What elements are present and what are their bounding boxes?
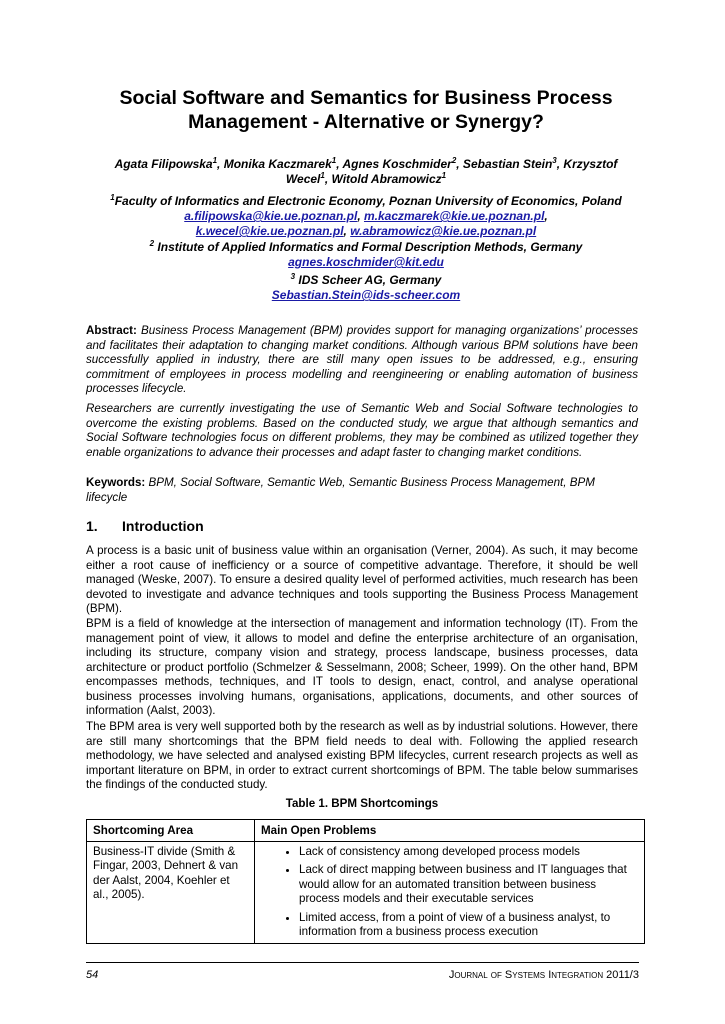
author-name: , Sebastian Stein xyxy=(456,157,553,171)
table-row xyxy=(87,841,645,943)
author-name: , Witold Abramowicz xyxy=(324,172,442,186)
body-paragraph-1: A process is a basic unit of business value within an organisation (Verner, 2004). As such, it may become either a root cause of inefficiency or a source of competitive advantage. Therefore, it should be well managed (Weske, 2007). To ensure a desired quality level of performed activities, much research has been devoted to investigate and advance techniques and tools supporting the Business Process Management (BPM). xyxy=(86,544,638,615)
email-link[interactable]: m.kaczmarek@kie.ue.poznan.pl xyxy=(363,209,545,223)
affiliation-name: Faculty of Informatics and Electronic Economy, Poznan University of Economics, Poland xyxy=(114,194,622,208)
keywords xyxy=(86,476,638,505)
section-heading xyxy=(86,518,204,534)
keywords-value: BPM, Social Software, Semantic Web, Semantic Business Process Management, BPM lifecycle xyxy=(86,476,595,504)
title-line-1: Social Software and Semantics for Business Process xyxy=(119,87,613,109)
footer-divider xyxy=(86,962,639,963)
author-name: , Monika Kaczmarek xyxy=(217,157,332,171)
title-line-2: Management - Alternative or Synergy? xyxy=(188,111,544,133)
table-cell-problems xyxy=(255,841,645,943)
shortcomings-table xyxy=(86,819,645,944)
paper-title xyxy=(86,86,646,134)
list-item: • Lack of direct mapping between business and IT languages that would allow for an automated transition between business process models and their executable services xyxy=(299,863,638,907)
section-number: 1. xyxy=(86,518,98,534)
abstract-text: Business Process Management (BPM) provides support for managing organizations’ processes and facilitates their adaptation to changing market conditions. Although various BPM solutions have been successfully applied in industry, there are still many open issues to be addressed, e.g., ensuring commitment of employees in process modelling and reengineering or enabling automation of business processes lifecycle. xyxy=(86,324,638,395)
table-header-cell: Shortcoming Area xyxy=(87,820,255,842)
affiliation-1: $^1$Faculty of Informatics and Electronic Economy, Poznan University of Economics, Poland a.filipowska@kie.ue.poznan.pl, m.kaczmarek@kie.ue.poznan.pl, k.wecel@kie.ue.poznan.pl, w.abramowicz@kie.ue.poznan.pl xyxy=(110,193,622,238)
table-cell-area: Business-IT divide (Smith & Fingar, 2003, Dehnert & van der Aalst, 2004, Koehler et al., 2005). xyxy=(87,841,255,943)
abstract-paragraph-1 xyxy=(86,324,638,397)
journal-name: Journal of Systems Integration 2011/3 xyxy=(448,969,639,981)
email-link[interactable]: w.abramowicz@kie.ue.poznan.pl xyxy=(350,224,537,238)
list-item: • Limited access, from a point of view of a business analyst, to information from a business process execution xyxy=(299,911,638,940)
problem-list xyxy=(261,845,638,940)
email-link[interactable]: Sebastian.Stein@ids-scheer.com xyxy=(271,288,461,302)
abstract-paragraph-2: Researchers are currently investigating the use of Semantic Web and Social Software technologies to overcome the existing problems. Based on the conducted study, we argue that although semantics and Social Software technologies focus on different problems, they may be combined as utilized together they enable organizations to advance their processes and adapt faster to changing market conditions. xyxy=(86,402,638,459)
author-name: , Agnes Koschmider xyxy=(336,157,452,171)
body-paragraph-2: BPM is a field of knowledge at the intersection of management and information technology (IT). From the management point of view, it allows to model and define the enterprise architecture of an organisation, including its structure, company vision and strategy, process landscape, business processes, data architecture or product portfolio (Schmelzer & Sesselmann, 2008; Scheer, 1999). On the other hand, BPM encompasses methods, techniques, and IT tools to design, enact, control, and analyse operational business processes involving humans, organisations, applications, documents, and other sources of information (Aalst, 2003). xyxy=(86,617,638,717)
author-list: Agata Filipowska$^1$, Monika Kaczmarek$^1$, Agnes Koschmider$^2$, Sebastian Stein$^3$, Krzysztof Wecel$^1$, Witold Abramowicz$^1$ xyxy=(114,156,618,186)
email-link[interactable]: agnes.koschmider@kit.edu xyxy=(288,255,444,269)
affiliation-name: Institute of Applied Informatics and Formal Description Methods, Germany xyxy=(154,240,583,254)
affiliation-3: $^3$ IDS Scheer AG, Germany Sebastian.Stein@ids-scheer.com xyxy=(271,272,461,302)
email-link[interactable]: k.wecel@kie.ue.poznan.pl xyxy=(195,224,344,238)
author-name: Wecel xyxy=(285,172,321,186)
affiliation-name: IDS Scheer AG, Germany xyxy=(295,273,442,287)
section-title: Introduction xyxy=(122,518,204,534)
abstract-label: Abstract: xyxy=(86,324,137,337)
author-name: Agata Filipowska xyxy=(114,157,213,171)
affiliation-2: $^2$ Institute of Applied Informatics and Formal Description Methods, Germany agnes.koschmider@kit.edu xyxy=(149,239,583,269)
table-header-cell: Main Open Problems xyxy=(255,820,645,842)
email-link[interactable]: a.filipowska@kie.ue.poznan.pl xyxy=(184,209,358,223)
table-caption: Table 1. BPM Shortcomings xyxy=(285,797,439,810)
body-paragraph-3: The BPM area is very well supported both by the research as well as by industrial solutions. However, there are still many shortcomings that the BPM field needs to deal with. Following the applied research methodology, we have selected and analysed existing BPM lifecycles, current research projects as well as important literature on BPM, in order to extract current shortcomings of BPM. The table below summarises the findings of the conducted study. xyxy=(86,720,638,791)
list-item: • Lack of consistency among developed process models xyxy=(299,845,638,860)
table-header-row xyxy=(87,820,645,842)
author-name: , Krzysztof xyxy=(556,157,618,171)
keywords-label: Keywords: xyxy=(86,476,146,489)
page-number: 54 xyxy=(86,969,99,981)
